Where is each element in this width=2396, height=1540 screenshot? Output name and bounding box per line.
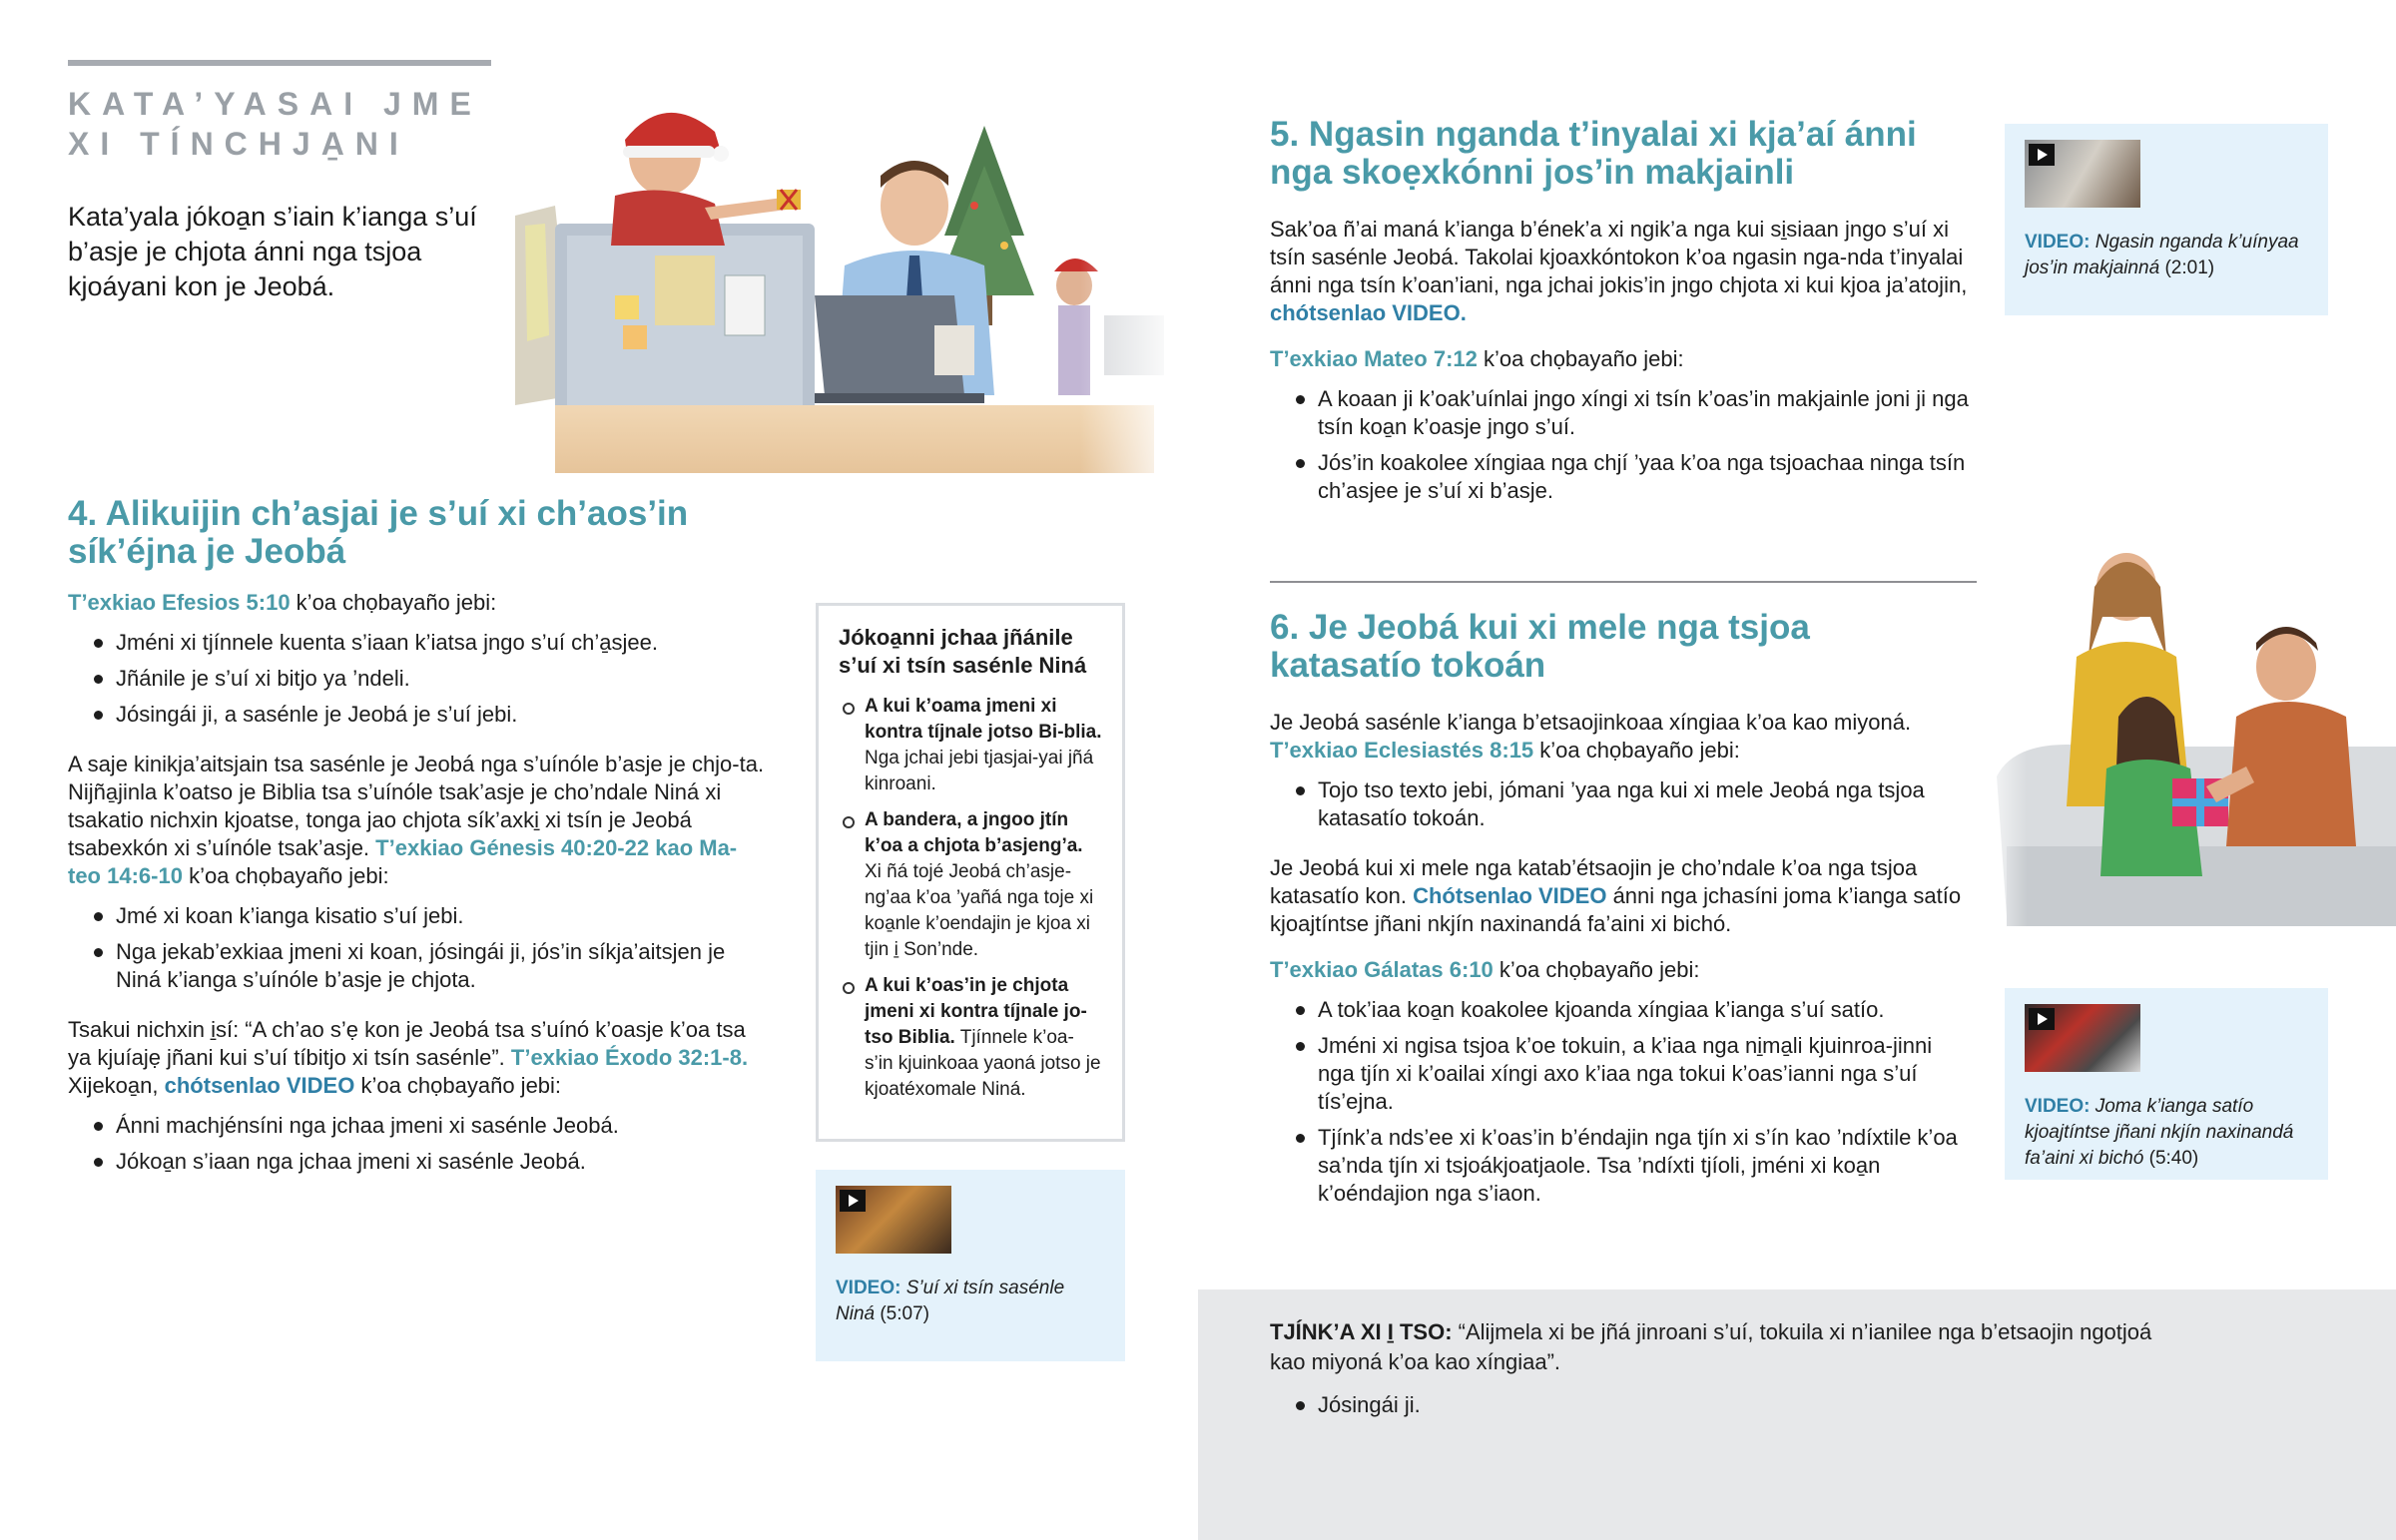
list-item: Jmé xi koan k’ianga kisatio s’uí jebi.	[68, 902, 767, 930]
section-4	[68, 495, 767, 1184]
paragraph-text: ánni nga jchasíni joma k’ianga satío kjoajtíntse jñani nkjín naxinandá fa’aini xi bichó.	[1270, 883, 1962, 936]
list-item: Jósingái ji.	[1270, 1391, 2168, 1419]
section-6-paragraph-1	[1270, 709, 1969, 765]
video-card-explain-beliefs[interactable]	[2005, 124, 2328, 315]
section-5-reference-line	[1270, 345, 1969, 373]
summary-label: TJÍNK’A XI I̱ TSO:	[1270, 1319, 1453, 1344]
family-gift-illustration	[1977, 547, 2396, 926]
list-item: Ánni machjénsíni nga jchaa jmeni xi sasénle Jeobá.	[68, 1112, 767, 1140]
list-item: Jósingái ji, a sasénle je Jeobá je s’uí jebi.	[68, 701, 767, 729]
section-5-title: 5. Ngasin nganda t’inyalai xi kja’aí ánni nga skoẹxkónni jos’in makjainli	[1270, 115, 1917, 192]
list-item: Nga jekab’exkiaa jmeni xi koan, jósingái ji, jós’in síkja’aitsjen je Niná k’ianga s’uínóle b’asje je chjota.	[68, 938, 767, 994]
bible-ref-efesios[interactable]: T’exkiao Efesios 5:10	[68, 590, 291, 615]
section-4-bullets-2	[68, 902, 767, 994]
sidebar-title: Jókoa̱nni jchaa jñánile s’uí xi tsín sasénle Niná	[839, 625, 1087, 678]
paragraph-text: Je Jeobá sasénle k’ianga b’etsaojinkoaa xíngiaa k’oa kao miyoná.	[1270, 710, 1912, 735]
ref-suffix: k’oa chọbayaño jebi:	[354, 1073, 562, 1098]
ref-suffix: k’oa chọbayaño jebi:	[1533, 738, 1740, 763]
section-6-bullets-1	[1270, 776, 1969, 832]
sidebar-item-text: Nga jchai jebi tjasjai-yai jñá kinroani.	[865, 748, 1094, 794]
section-6-bullets-2	[1270, 996, 1969, 1208]
paragraph-text: Tsakui nichxin i̱sí: “A ch’ao s’ẹ kon je Jeobá tsa s’uínó k’oasje k’oa tsa ya kjuíajẹ jñani kui s’uí tíbitjo xi tsín sasénle”.	[68, 1017, 746, 1070]
section-divider	[1270, 581, 2077, 583]
ref-suffix: k’oa chọbayaño jebi:	[290, 590, 497, 615]
section-6-reference-line	[1270, 956, 1969, 984]
paragraph-text: Je Jeobá kui xi mele nga katab’étsaojin je cho’ndale k’oa nga tsjoa katasatío kon.	[1270, 855, 1918, 908]
summary-content	[1270, 1317, 2168, 1427]
video-card-international-gathering[interactable]	[2005, 988, 2328, 1180]
section-4-bullets-3	[68, 1112, 767, 1176]
play-icon[interactable]	[2029, 144, 2055, 166]
video-thumbnail[interactable]	[2025, 140, 2140, 208]
video-duration: (5:07)	[880, 1303, 929, 1324]
play-icon[interactable]	[840, 1190, 866, 1212]
kicker-line-1: KATA’YASAI JME	[68, 86, 482, 122]
section-5-bullets	[1270, 385, 1969, 505]
ref-suffix: k’oa chọbayaño jebi:	[182, 863, 389, 888]
list-item: Tjínk’a nds’ee xi k’oas’in b’éndajin nga tjín xi s’ín kao ’ndíxtile k’oa sa’nda tjín xi tsjoákjoatjaole. Tsa ’ndíxti tjíoli, jméni xi koa̱n k’oéndajion nga s’iaon.	[1270, 1124, 1969, 1208]
sidebar-item-bold: A bandera, a jngoo jtín k’oa a chjota b’asjeng’a.	[865, 809, 1083, 856]
video-caption	[2025, 230, 2308, 281]
video-label: VIDEO:	[2025, 1096, 2091, 1117]
sidebar-item-text: Tjínnele k’oa-s’in kjuinkoaa yaoná jotso je kjoatéxomale Niná.	[865, 1027, 1101, 1100]
list-item: Tojo tso texto jebi, jómani ’yaa nga kui xi mele Jeobá nga tsjoa katasatío tokoán.	[1270, 776, 1969, 832]
bible-ref-exodo[interactable]: T’exkiao Éxodo 32:1-8.	[510, 1045, 749, 1070]
section-4-reference-line-1	[68, 589, 767, 617]
section-4-paragraph-3	[68, 1016, 767, 1100]
sidebar-list	[839, 694, 1102, 1103]
play-icon[interactable]	[2029, 1008, 2055, 1030]
section-4-title: 4. Alikuijin ch’asjai je s’uí xi ch’aos’in síkʼéjna je Jeobá	[68, 494, 689, 571]
list-item: Jós’in koakolee xíngiaa nga chjí ’yaa k’oa nga tsjoachaa ninga tsín ch’asjee je s’uí xi b’asje.	[1270, 449, 1969, 505]
sidebar-item-bold: A kui k’oas’in je chjota jmeni xi kontra tíjnale jo-tso Biblia.	[865, 975, 1087, 1048]
video-title: S’uí xi tsín sasénle Niná	[836, 1278, 1065, 1324]
bible-ref-genesis-mateo[interactable]: T’exkiao Génesis 40:20-22 kao Ma-teo 14:6-10	[68, 835, 738, 888]
paragraph-text: Sak’oa ñ’ai maná k’ianga b’ének’a xi ngik’a nga kui si̱siaan jngo s’uí xi tsín sasénle Jeobá. Takolai kjoaxkóntokon k’oa ngasin nga-nda t’inyalai ánni nga tsín k’oan’iani, nga jchai jokis’in jngo chjota xi kui kjoa ja’atojin,	[1270, 217, 1968, 297]
sidebar-item	[839, 694, 1102, 797]
video-caption	[2025, 1094, 2308, 1172]
video-caption	[836, 1276, 1105, 1327]
video-label: VIDEO:	[2025, 232, 2091, 253]
summary-quote-text: “Alijmela xi be jñá jinroani s’uí, tokuila xi n’ianilee nga b’etsaojin ngotjoá kao miyoná k’oa kao xíngiaa”.	[1270, 1319, 2152, 1374]
paragraph-text: A saje kinikja’aitsjain tsa sasénle je Jeobá nga s’uínóle b’asje je chjo-ta. Nijña̱jinla k’oatso je Biblia tsa s’uínóle tsak’asje je cho’ndale Niná xi tsakatio nichxin kjoatse, tonga jao chjota sík’axki̱ xi tsín je Jeobá tsabexkón xi s’uínóle tsak’asje.	[68, 752, 765, 860]
section-4-bullets-1	[68, 629, 767, 729]
bible-ref-eclesiastes[interactable]: T’exkiao Eclesiastés 8:15	[1270, 738, 1534, 763]
list-item: Jñánile je s’uí xi bitjo ya ’ndeli.	[68, 665, 767, 693]
list-item: Jméni xi tjínnele kuenta s’iaan k’iatsa jngo s’uí ch’a̱sjee.	[68, 629, 767, 657]
section-4-paragraph-2	[68, 751, 767, 890]
section-6-paragraph-2	[1270, 854, 1969, 938]
video-thumbnail[interactable]	[2025, 1004, 2140, 1072]
kicker-line-2: XI TÍNCHJA̱NI	[68, 126, 409, 162]
paragraph-text: Xijekoa̱n,	[68, 1073, 165, 1098]
list-item: A koaan ji k’oak’uínlai jngo xíngi xi tsín k’oas’in makjainle joni ji nga tsín koa̱n k’oasje jngo s’uí.	[1270, 385, 1969, 441]
list-item: Jméni xi ngisa tsjoa k’oe tokuin, a k’iaa nga ni̱ma̱li kjuinroa-jinni nga tjín xi k’oailai xíngi axo k’iaa nga tokui k’oas’ianni nga s’uí tís’ejna.	[1270, 1032, 1969, 1116]
summary-bullets	[1270, 1391, 2168, 1419]
section-6	[1270, 609, 1969, 1216]
ref-suffix: k’oa chọbayaño jebi:	[1477, 346, 1684, 371]
kicker	[68, 84, 507, 164]
sidebar-item	[839, 807, 1102, 963]
office-gift-illustration	[515, 96, 1180, 473]
ref-suffix: k’oa chọbayaño jebi:	[1493, 957, 1700, 982]
sidebar-item-bold: A kui k’oama jmeni xi kontra tíjnale jotso Bi-blia.	[865, 696, 1102, 743]
video-link[interactable]: Chótsenlao VIDEO	[1413, 883, 1607, 908]
intro-text: Kata’yala jókoa̱n s’iain k’ianga s’uí b’asje je chjota ánni nga tsjoa kjoáyani kon je Jeobá.	[68, 202, 477, 301]
list-item: Jókoa̱n s’iaan nga jchaa jmeni xi sasénle Jeobá.	[68, 1148, 767, 1176]
summary-quote	[1270, 1317, 2168, 1377]
list-item: A tok’iaa koa̱n koakolee kjoanda xíngiaa k’ianga s’uí satío.	[1270, 996, 1969, 1024]
video-label: VIDEO:	[836, 1278, 901, 1298]
video-duration: (2:01)	[2164, 257, 2215, 278]
bible-ref-galatas[interactable]: T’exkiao Gálatas 6:10	[1270, 957, 1494, 982]
video-link[interactable]: chótsenlao VIDEO	[164, 1073, 355, 1098]
section-5-paragraph	[1270, 216, 1969, 327]
video-link[interactable]: chótsenlao VIDEO.	[1270, 300, 1467, 325]
sidebar-box	[816, 603, 1125, 1142]
bible-ref-mateo[interactable]: T’exkiao Mateo 7:12	[1270, 346, 1478, 371]
section-6-title: 6. Je Jeobá kui xi mele nga tsjoa katasatío tokoán	[1270, 608, 1810, 685]
video-thumbnail[interactable]	[836, 1186, 951, 1254]
video-card-pagan-celebrations[interactable]	[816, 1170, 1125, 1361]
sidebar-item	[839, 973, 1102, 1103]
sidebar-item-text: Xi ñá tojé Jeobá ch’asje-ng’aa k’oa ’yañá nga toje xi koa̱nle k’oendajin je kjoa xi tjin i̱ Son’nde.	[865, 861, 1094, 960]
header-rule	[68, 60, 491, 66]
video-duration: (5:40)	[2148, 1148, 2199, 1169]
section-5	[1270, 116, 1969, 513]
video-title: Ngasin nganda k’uínyaa jos’in makjainná	[2025, 232, 2299, 278]
video-title: Joma k’ianga satío kjoajtíntse jñani nkjín naxinandá fa’aini xi bichó	[2025, 1096, 2294, 1169]
